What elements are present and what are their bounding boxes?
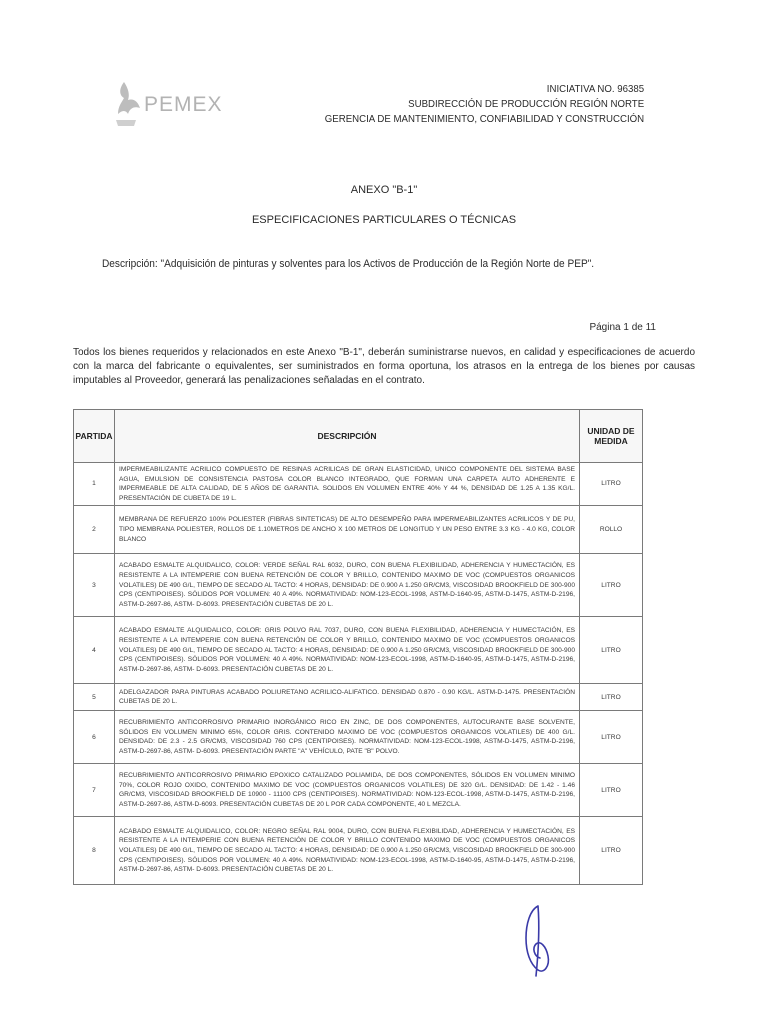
row-partida: 7 [74,764,115,817]
row-unidad: LITRO [580,463,643,506]
subdirectorate: SUBDIRECCIÓN DE PRODUCCIÓN REGIÓN NORTE [408,98,644,110]
header-partida: PARTIDA [74,410,115,463]
handwritten-initial [518,900,558,980]
header-unidad: UNIDAD DE MEDIDA [580,410,643,463]
table-row [74,554,643,617]
header-descripcion: DESCRIPCIÓN [115,410,580,463]
intro-paragraph: Todos los bienes requeridos y relacionados en este Anexo "B-1", deberán suministrarse nuevos, en calidad y especificaciones de acuerdo con la marca del fabricante o equivalentes, ser suministrados en forma oportuna, los atrasos en la entrega de los bienes por causas imputables al Proveedor, generará las penalizaciones señaladas en el contrato. [73,347,695,386]
row-descripcion: IMPERMEABILIZANTE ACRILICO COMPUESTO DE RESINAS ACRILICAS DE GRAN ELASTICIDAD, UNICO COMPONENTE DEL SISTEMA BASE AGUA, EMULSION DE CONSISTENCIA PASTOSA COLOR BLANCO INTEGRADO, QUE FORMAN UNA CARPETA AUTO ADHERENTE E IMPERMEABLE DE ALTA CALIDAD, DE 5 AÑOS DE GARANTIA. SOLIDOS EN VOLUMEN ENTRE 40% Y 44 %, DENSIDAD DE 1.25 A 1.35 KG/L. PRESENTACIÓN DE CUBETA DE 19 L. [115,463,580,506]
description-text: "Adquisición de pinturas y solventes para los Activos de Producción de la Región Norte de PEP". [157,258,595,270]
page-number: Página 1 de 11 [589,322,656,333]
initiative-number: INICIATIVA NO. 96385 [546,83,644,95]
row-descripcion: ACABADO ESMALTE ALQUIDALICO, COLOR: VERDE SEÑAL RAL 6032, DURO, CON BUENA FLEXIBILIDAD, ADHERENCIA Y HUMECTACIÓN, ES RESISTENTE A LA INTEMPERIE CON BUENA RETENCIÓN DE COLOR Y BRILLO, CONTENIDO MAXIMO DE VOC (COMPUESTOS ORGANICOS VOLATILES) DE 490 G/L, TIEMPO DE SECADO AL TACTO: 4 HORAS, DENSIDAD: DE 0.900 A 1.250 GR/CM3, VISCOSIDAD BROOKFIELD DE 300-900 CPS (CENTIPOISES). SÓLIDOS POR VOLUMEN: 40 A 49%. NORMATIVIDAD: NOM-123-ECOL-1998, ASTM-D-1640-95, ASTM-D-1475, ASTM-D-2196, ASTM-D-2697-86, ASTM- D-6093. PRESENTACIÓN CUBETAS DE 20 L. [115,554,580,617]
table-row [74,817,643,885]
row-unidad: LITRO [580,817,643,885]
row-descripcion: ACABADO ESMALTE ALQUIDALICO, COLOR: NEGRO SEÑAL RAL 9004, DURO, CON BUENA FLEXIBILIDAD, ADHERENCIA Y HUMECTACIÓN, ES RESISTENTE A LA INTEMPERIE CON BUENA RETENCIÓN DE COLOR Y BRILLO CONTENIDO MAXIMO DE VOC (COMPUESTOS ORGANICOS VOLATILES) DE 490 G/L, TIEMPO DE SECADO AL TACTO: 4 HORAS, DENSIDAD: DE 0.900 A 1.250 GR/CM3, VISCOSIDAD BROOKFIELD DE 300-900 CPS (CENTIPOISES). SÓLIDOS POR VOLUMEN: 40 A 49%. NORMATIVIDAD: NOM-123-ECOL-1998, ASTM-D-1640-95, ASTM-D-1475, ASTM-D-2196, ASTM-D-2697-86, ASTM- D-6093. PRESENTACIÓN CUBETAS DE 20 L. [115,817,580,885]
row-partida: 4 [74,617,115,684]
row-partida: 1 [74,463,115,506]
header-block [325,82,644,127]
row-partida: 6 [74,711,115,764]
table-header-row [74,410,643,463]
row-unidad: LITRO [580,684,643,711]
row-partida: 2 [74,506,115,554]
table-row [74,711,643,764]
row-descripcion: MEMBRANA DE REFUERZO 100% POLIESTER (FIBRAS SINTETICAS) DE ALTO DESEMPEÑO PARA IMPERMEABILIZANTES ACRILICOS Y DE PU, TIPO MEMBRANA POLIESTER, ROLLOS DE 1.10METROS DE ANCHO X 100 METROS DE LONGITUD Y UN PESO ENTRE 3.3 KG - 4.0 KG, COLOR BLANCO [115,506,580,554]
row-unidad: LITRO [580,711,643,764]
spec-title: ESPECIFICACIONES PARTICULARES O TÉCNICAS [251,214,517,226]
row-unidad: LITRO [580,554,643,617]
table-row [74,463,643,506]
description-label: Descripción: [102,258,158,270]
description [102,258,654,270]
pemex-eagle-icon [110,80,142,130]
table-row [74,684,643,711]
table-row [74,764,643,817]
row-descripcion: ACABADO ESMALTE ALQUIDALICO, COLOR: GRIS POLVO RAL 7037, DURO, CON BUENA FLEXIBILIDAD, ADHERENCIA Y HUMECTACIÓN, ES RESISTENTE A LA INTEMPERIE CON BUENA RETENCIÓN DE COLOR Y BRILLO, CONTENIDO MAXIMO DE VOC (COMPUESTOS ORGANICOS VOLATILES) DE 490 G/L, TIEMPO DE SECADO AL TACTO: 4 HORAS, DENSIDAD: DE 0.900 A 1.250 GR/CM3, VISCOSIDAD BROOKFIELD DE 300-900 CPS (CENTIPOISES). SÓLIDOS POR VOLUMEN: 40 A 49%. NORMATIVIDAD: NOM-123-ECOL-1998, ASTM-D-1640-95, ASTM-D-1475, ASTM-D-2196, ASTM-D-2697-86, ASTM- D-6093. PRESENTACIÓN CUBETAS DE 20 L. [115,617,580,684]
logo-text: PEMEX [144,93,223,116]
row-descripcion: RECUBRIMIENTO ANTICORROSIVO PRIMARIO EPOXICO CATALIZADO POLIAMIDA, DE DOS COMPONENTES, SÓLIDOS EN VOLUMEN MINIMO 70%, COLOR ROJO OXIDO, CONTENIDO MAXIMO DE VOC (COMPUESTOS ORGANICOS VOLATILES) DE 320 G/L. DENSIDAD: DE 1.42 - 1.46 GR/CM3, VISCOSIDAD BROOKFIELD DE 10900 - 11100 CPS (CENTIPOISES). NORMATIVIDAD: NOM-123-ECOL-1998, ASTM-D-1475, ASTM-D-2196, ASTM-D-2697-86, ASTM-D-6093. PRESENTACIÓN CUBETAS DE 20 L POR CADA COMPONENTE, 40 L MEZCLA. [115,764,580,817]
table-row [74,506,643,554]
row-partida: 3 [74,554,115,617]
annex-title: ANEXO "B-1" [350,184,418,196]
row-partida: 5 [74,684,115,711]
row-descripcion: RECUBRIMIENTO ANTICORROSIVO PRIMARIO INORGÁNICO RICO EN ZINC, DE DOS COMPONENTES, AUTOCURANTE BASE SOLVENTE, SÓLIDOS EN VOLUMEN MINIMO 65%, COLOR GRIS. CONTENIDO MAXIMO DE VOC (COMPUESTOS ORGANICOS VOLATILES) DE 400 G/L. DENSIDAD: DE 2.3 - 2.5 GR/CM3, VISCOSIDAD 760 CPS (CENTIPOISES). NORMATIVIDAD: NOM-123-ECOL-1998, ASTM-D-1475, ASTM-D-2196, ASTM-D-2697-86, ASTM- D-6093. PRESENTACIÓN PARTE "A" VEHÍCULO, PATE "B" POLVO. [115,711,580,764]
pemex-logo [110,80,223,130]
row-partida: 8 [74,817,115,885]
spec-table [73,409,643,885]
management: GERENCIA DE MANTENIMIENTO, CONFIABILIDAD Y CONSTRUCCIÓN [324,113,644,125]
row-unidad: LITRO [580,764,643,817]
row-unidad: LITRO [580,617,643,684]
row-descripcion: ADELGAZADOR PARA PINTURAS ACABADO POLIURETANO ACRILICO-ALIFATICO. DENSIDAD 0.870 - 0.90 KG/L. ASTM-D-1475. PRESENTACIÓN CUBETAS DE 20 L. [115,684,580,711]
row-unidad: ROLLO [580,506,643,554]
table-row [74,617,643,684]
